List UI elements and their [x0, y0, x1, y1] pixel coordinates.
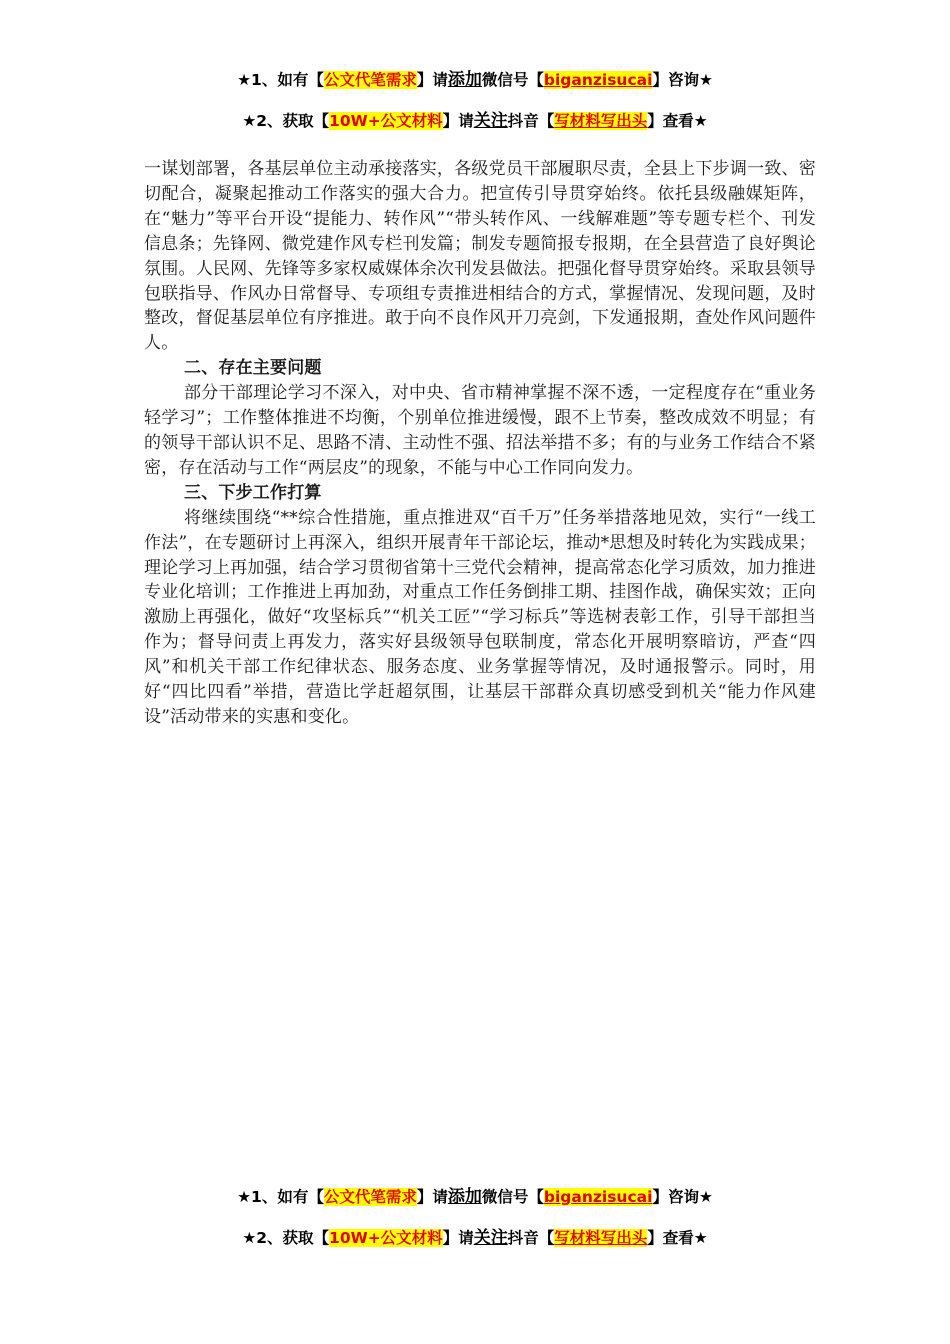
banner-text: 】咨询 [652, 1188, 699, 1206]
banner-text: 抖音【 [507, 1229, 555, 1247]
banner-text: 1、如有【 [251, 1188, 324, 1206]
banner-underline-text: 添加 [447, 1187, 482, 1207]
promo-banner-top-line2 [0, 110, 950, 132]
banner-underline-text: 关注 [473, 1228, 508, 1248]
banner-highlight: 公文代笔需求 [323, 71, 417, 89]
banner-highlight: 10W+公文材料 [329, 112, 443, 130]
star-icon: ★ [237, 71, 252, 89]
banner-text: 】咨询 [652, 71, 699, 89]
banner-text: 抖音【 [507, 112, 555, 130]
banner-text: 】请 [416, 71, 448, 89]
paragraph-work-summary: 一谋划部署，各基层单位主动承接落实，各级党员干部履职尽责，全县上下步调一致、密切配合，凝聚起推动工作落实的强大合力。把宣传引导贯穿始终。依托县级融媒矩阵，在“魅力”等平台开设“提能力、转作风”“带头转作风、一线解难题”等专题专栏个、刊发信息条；先锋网、微党建作风专栏刊发篇；制发专题简报专报期，在全县营造了良好舆论氛围。人民网、先锋等多家权威媒体余次刊发县做法。把强化督导贯穿始终。采取县领导包联指导、作风办日常督导、专项组专责推进相结合的方式，掌握情况、发现问题，及时整改，督促基层单位有序推进。敢于向不良作风开刀亮剑，下发通报期，查处作风问题件人。 [144, 159, 816, 354]
promo-banner-bottom-line1 [0, 1186, 950, 1208]
star-icon: ★ [237, 1188, 252, 1206]
star-icon: ★ [693, 112, 708, 130]
banner-text: 】请 [442, 1229, 474, 1247]
banner-text: 】查看 [647, 1229, 694, 1247]
paragraph-problems: 部分干部理论学习不深入，对中央、省市精神掌握不深不透，一定程度存在“重业务轻学习”；工作整体推进不均衡，个别单位推进缓慢，跟不上节奏，整改成效不明显；有的领导干部认识不足、思路不清、主动性不强、招法举措不多；有的与业务工作结合不紧密，存在活动与工作“两层皮”的现象，不能与中心工作同向发力。 [144, 383, 816, 478]
banner-underline-text: 添加 [447, 70, 482, 90]
wechat-id-highlight: biganzisucai [543, 1188, 653, 1206]
banner-text: 微信号【 [481, 1188, 544, 1206]
douyin-id-highlight: 写材料写出头 [554, 112, 648, 130]
banner-text: 】请 [442, 112, 474, 130]
banner-text: 2、获取【 [256, 112, 330, 130]
paragraph-next-steps: 将继续围绕“**综合性措施，重点推进双“百千万”任务举措落地见效，实行“一线工作法”，在专题研讨上再深入，组织开展青年干部论坛，推动*思想及时转化为实践成果；理论学习上再加强，结合学习贯彻省第十三党代会精神，提高常态化学习质效，加力推进专业化培训；工作推进上再加劲，对重点工作任务倒排工期、挂图作战，确保实效；正向激励上再强化，做好“攻坚标兵”“机关工匠”“学习标兵”等选树表彰工作，引导干部担当作为；督导问责上再发力，落实好县级领导包联制度，常态化开展明察暗访，严查“四风”和机关干部工作纪律状态、服务态度、业务掌握等情况，及时通报警示。同时，用好“四比四看”举措，营造比学赶超氛围，让基层干部群众真切感受到机关“能力作风建设”活动带来的实惠和变化。 [144, 507, 817, 727]
banner-text: 】查看 [647, 112, 694, 130]
star-icon: ★ [693, 1229, 708, 1247]
banner-underline-text: 关注 [473, 111, 508, 131]
document-body [144, 157, 816, 730]
promo-banner-top-line1 [0, 69, 950, 91]
star-icon: ★ [698, 71, 713, 89]
promo-banner-bottom-line2 [0, 1227, 950, 1249]
section-heading-next-steps: 三、下步工作打算 [184, 482, 322, 503]
banner-highlight: 公文代笔需求 [323, 1188, 417, 1206]
star-icon: ★ [242, 112, 257, 130]
banner-highlight: 10W+公文材料 [329, 1229, 443, 1247]
star-icon: ★ [698, 1188, 713, 1206]
banner-text: 】请 [416, 1188, 448, 1206]
banner-text: 2、获取【 [256, 1229, 330, 1247]
wechat-id-highlight: biganzisucai [543, 71, 653, 89]
star-icon: ★ [242, 1229, 257, 1247]
douyin-id-highlight: 写材料写出头 [554, 1229, 648, 1247]
section-heading-problems: 二、存在主要问题 [184, 358, 322, 379]
banner-text: 微信号【 [481, 71, 544, 89]
banner-text: 1、如有【 [251, 71, 324, 89]
